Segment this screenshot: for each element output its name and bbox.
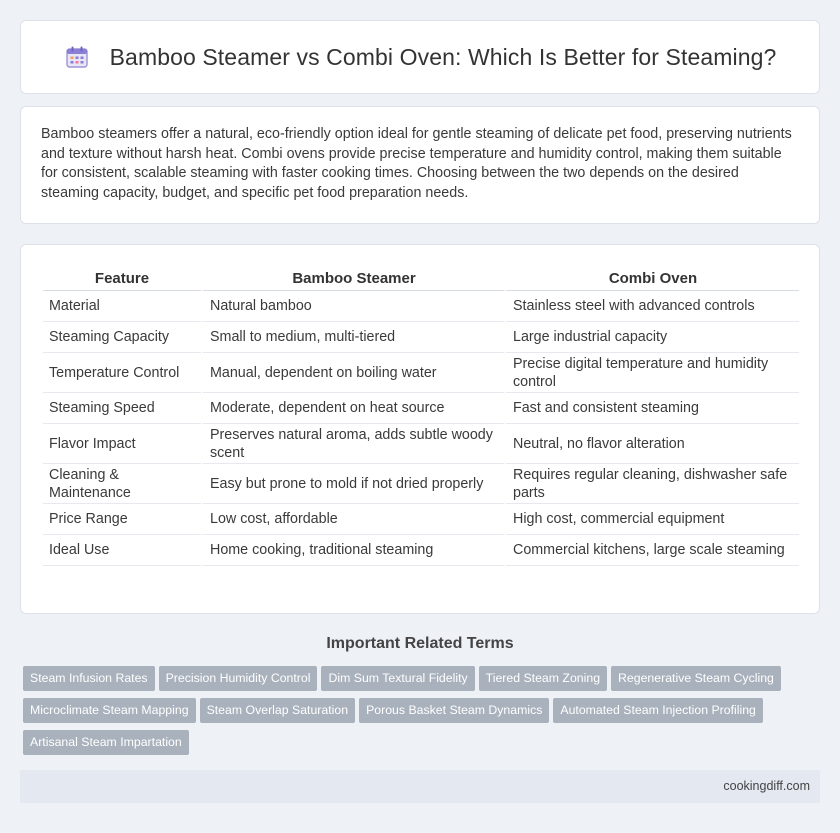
related-term-tag[interactable]: Regenerative Steam Cycling [611,666,781,691]
comparison-table [43,263,799,566]
combi-cell: Large industrial capacity [504,322,799,353]
bamboo-cell: Low cost, affordable [201,504,504,535]
combi-cell: Precise digital temperature and humidity control [504,353,799,393]
intro-card [20,106,820,224]
related-term-tag[interactable]: Steam Overlap Saturation [200,698,356,723]
feature-cell: Ideal Use [43,535,201,566]
bamboo-cell: Natural bamboo [201,291,504,322]
feature-cell: Cleaning & Maintenance [43,464,201,504]
feature-cell: Price Range [43,504,201,535]
bamboo-cell: Moderate, dependent on heat source [201,393,504,424]
table-row [43,353,799,393]
table-row [43,291,799,322]
related-term-tag[interactable]: Porous Basket Steam Dynamics [359,698,549,723]
table-row [43,504,799,535]
related-term-tag[interactable]: Precision Humidity Control [159,666,318,691]
related-terms-heading: Important Related Terms [326,635,514,652]
related-term-tag[interactable]: Dim Sum Textural Fidelity [321,666,474,691]
related-term-tag[interactable]: Tiered Steam Zoning [479,666,607,691]
bamboo-cell: Manual, dependent on boiling water [201,353,504,393]
feature-cell: Temperature Control [43,353,201,393]
combi-cell: Requires regular cleaning, dishwasher safe parts [504,464,799,504]
bamboo-cell: Home cooking, traditional steaming [201,535,504,566]
combi-cell: Stainless steel with advanced controls [504,291,799,322]
combi-cell: High cost, commercial equipment [504,504,799,535]
table-row [43,464,799,504]
bamboo-cell: Easy but prone to mold if not dried properly [201,464,504,504]
related-terms-list [23,666,803,762]
related-term-tag[interactable]: Automated Steam Injection Profiling [553,698,763,723]
bamboo-cell: Preserves natural aroma, adds subtle woody scent [201,424,504,464]
column-header-bamboo-steamer: Bamboo Steamer [201,263,504,291]
column-header-combi-oven: Combi Oven [504,263,799,291]
table-header-row [43,263,799,291]
comparison-table-card [20,244,820,614]
feature-cell: Material [43,291,201,322]
feature-cell: Flavor Impact [43,424,201,464]
column-header-feature: Feature [43,263,201,291]
related-term-tag[interactable]: Artisanal Steam Impartation [23,730,189,755]
bamboo-cell: Small to medium, multi-tiered [201,322,504,353]
header-card [20,20,820,94]
combi-cell: Neutral, no flavor alteration [504,424,799,464]
title-wrap [64,44,777,71]
related-term-tag[interactable]: Microclimate Steam Mapping [23,698,196,723]
page-title: Bamboo Steamer vs Combi Oven: Which Is Better for Steaming? [109,43,777,70]
intro-paragraph: Bamboo steamers offer a natural, eco-friendly option ideal for gentle steaming of delicate pet food, preserving nutrients and texture without harsh heat. Combi ovens provide precise temperature and humidity control, making them suitable for consistent, scalable steaming with faster cooking times. Choosing between the two depends on the desired steaming capacity, budget, and specific pet food preparation needs. [41,126,792,201]
footer [20,770,820,803]
footer-site-link[interactable]: cookingdiff.com [723,779,810,793]
table-row [43,535,799,566]
combi-cell: Fast and consistent steaming [504,393,799,424]
feature-cell: Steaming Speed [43,393,201,424]
combi-cell: Commercial kitchens, large scale steaming [504,535,799,566]
table-row [43,393,799,424]
table-row [43,322,799,353]
feature-cell: Steaming Capacity [43,322,201,353]
calendar-icon [64,44,90,70]
table-row [43,424,799,464]
related-term-tag[interactable]: Steam Infusion Rates [23,666,155,691]
